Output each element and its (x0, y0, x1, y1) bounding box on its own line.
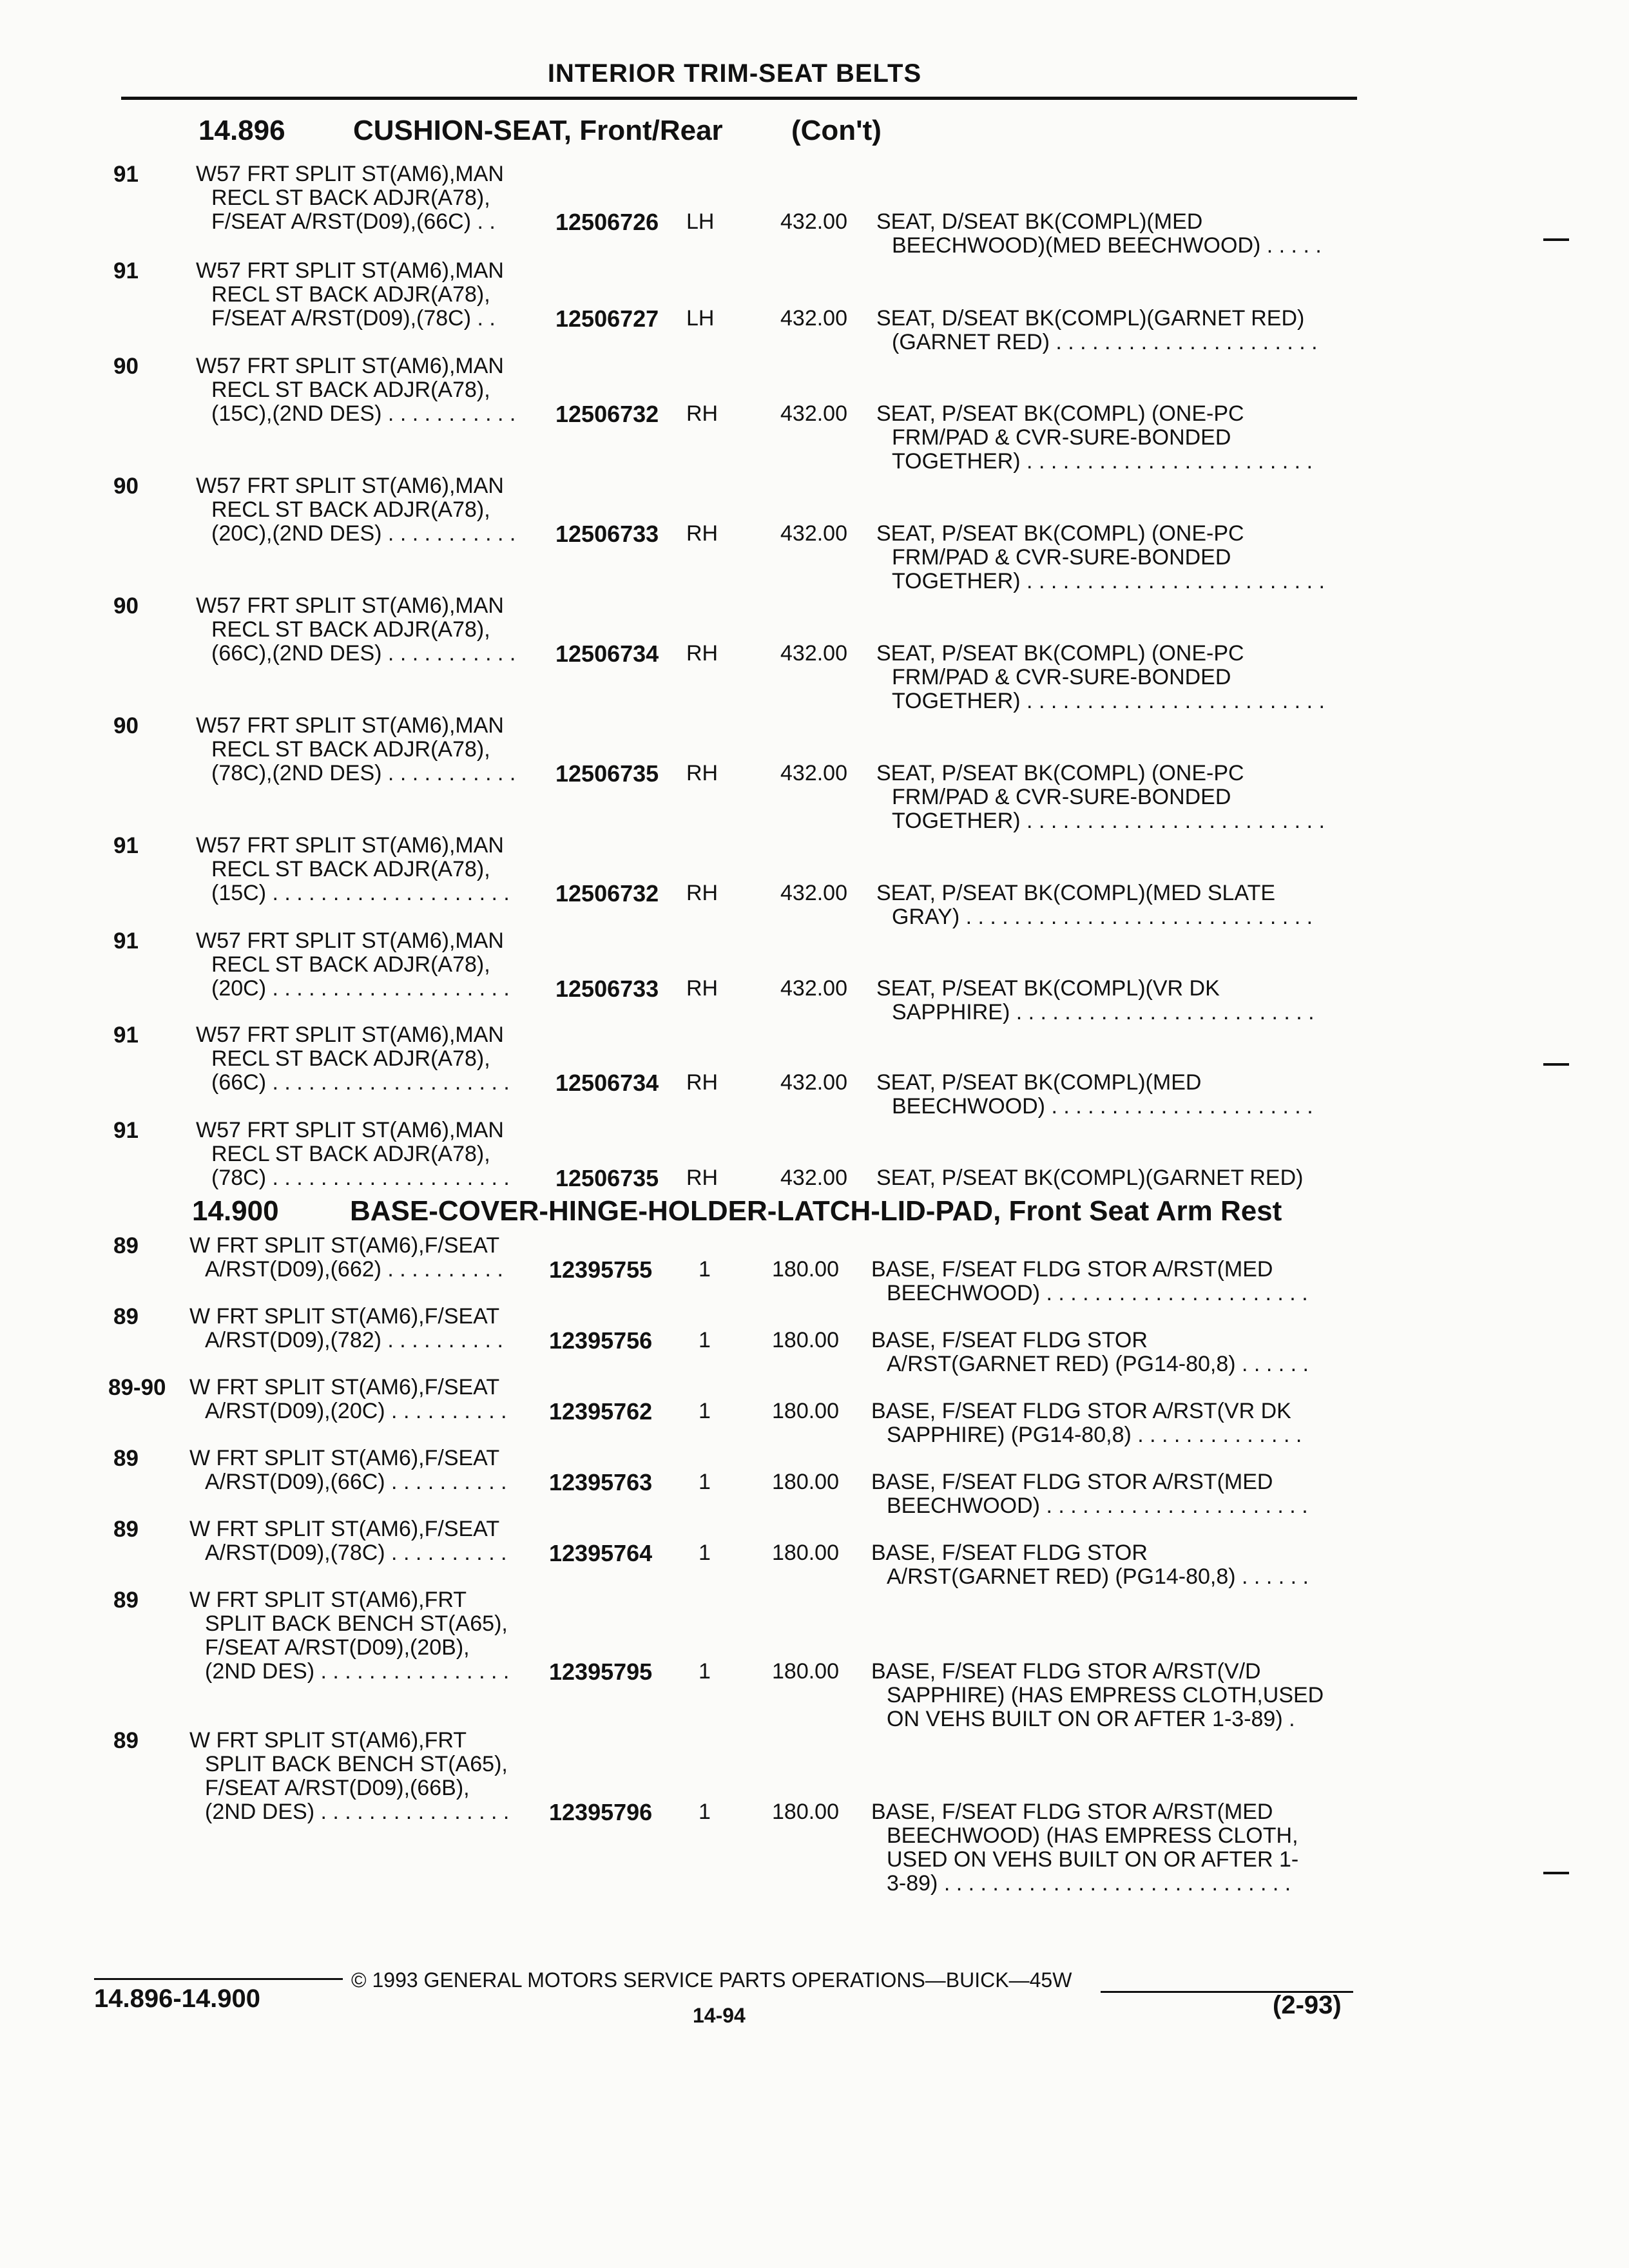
usage-line: W57 FRT SPLIT ST(AM6),MAN (196, 162, 504, 186)
usage-line: (20C),(2ND DES) . . . . . . . . . . . (211, 521, 516, 546)
quantity: 1 (699, 1541, 711, 1565)
usage-line: SPLIT BACK BENCH ST(A65), (205, 1752, 508, 1776)
margin-mark (1543, 1063, 1569, 1066)
usage-line: W57 FRT SPLIT ST(AM6),MAN (196, 593, 504, 618)
description-line: A/RST(GARNET RED) (PG14-80,8) . . . . . . (887, 1352, 1309, 1376)
usage-line: (2ND DES) . . . . . . . . . . . . . . . . (205, 1659, 510, 1684)
usage-line: W57 FRT SPLIT ST(AM6),MAN (196, 1118, 504, 1142)
usage-line: RECL ST BACK ADJR(A78), (211, 857, 490, 881)
figure-number: 89 (113, 1588, 139, 1613)
description-line: SEAT, P/SEAT BK(COMPL) (ONE-PC (876, 521, 1244, 546)
part-number: 12395764 (549, 1540, 653, 1566)
part-description (876, 522, 1325, 593)
section-code: 14.896 (198, 115, 285, 146)
quantity: RH (686, 976, 718, 1001)
figure-number: 91 (113, 833, 139, 858)
usage-line: RECL ST BACK ADJR(A78), (211, 737, 490, 762)
section-title: CUSHION-SEAT, Front/Rear (353, 115, 723, 146)
usage-description (196, 594, 516, 666)
quantity: 1 (699, 1399, 711, 1423)
usage-line: (15C) . . . . . . . . . . . . . . . . . . . . (211, 881, 510, 905)
part-description (876, 1166, 1304, 1190)
usage-line: (66C) . . . . . . . . . . . . . . . . . . . . (211, 1070, 510, 1095)
quantity: 1 (699, 1470, 711, 1494)
figure-number: 90 (113, 713, 139, 738)
price: 432.00 (780, 401, 847, 426)
description-line: FRM/PAD & CVR-SURE-BONDED (892, 665, 1231, 689)
usage-line: W FRT SPLIT ST(AM6),F/SEAT (189, 1446, 500, 1470)
price: 432.00 (780, 761, 847, 785)
usage-line: RECL ST BACK ADJR(A78), (211, 282, 490, 307)
description-line: BEECHWOOD)(MED BEECHWOOD) . . . . . (892, 233, 1322, 258)
usage-line: RECL ST BACK ADJR(A78), (211, 186, 490, 210)
usage-description (196, 259, 504, 331)
usage-line: (66C),(2ND DES) . . . . . . . . . . . (211, 641, 516, 666)
usage-description (189, 1446, 507, 1494)
part-number: 12506726 (555, 209, 659, 235)
usage-description (189, 1234, 503, 1282)
figure-number: 90 (113, 474, 139, 499)
usage-line: W57 FRT SPLIT ST(AM6),MAN (196, 928, 504, 953)
part-number: 12506735 (555, 760, 659, 787)
usage-description (196, 1119, 510, 1190)
description-line: SAPPHIRE) . . . . . . . . . . . . . . . . . . . . . . . . . (892, 1000, 1315, 1024)
part-description (876, 402, 1313, 474)
quantity: 1 (699, 1800, 711, 1824)
section-heading (192, 1195, 1282, 1227)
part-number: 12395756 (549, 1327, 653, 1354)
figure-number: 89 (113, 1233, 139, 1258)
part-number: 12506732 (555, 401, 659, 427)
price: 432.00 (780, 1166, 847, 1190)
usage-description (196, 354, 516, 426)
description-line: USED ON VEHS BUILT ON OR AFTER 1- (887, 1847, 1299, 1872)
description-line: BASE, F/SEAT FLDG STOR (871, 1541, 1148, 1565)
usage-line: W57 FRT SPLIT ST(AM6),MAN (196, 474, 504, 498)
description-line: 3-89) . . . . . . . . . . . . . . . . . . . . . . . . . . . . . (887, 1871, 1291, 1896)
description-line: BASE, F/SEAT FLDG STOR A/RST(MED (871, 1470, 1273, 1494)
figure-number: 91 (113, 1118, 139, 1143)
usage-line: (15C),(2ND DES) . . . . . . . . . . . (211, 401, 516, 426)
part-number: 12506733 (555, 521, 659, 547)
usage-line: F/SEAT A/RST(D09),(66B), (205, 1776, 470, 1800)
description-line: SEAT, D/SEAT BK(COMPL)(GARNET RED) (876, 306, 1305, 331)
usage-line: (78C) . . . . . . . . . . . . . . . . . . . . (211, 1166, 510, 1190)
description-line: SEAT, P/SEAT BK(COMPL) (ONE-PC (876, 401, 1244, 426)
part-number: 12506734 (555, 1070, 659, 1096)
part-number: 12506733 (555, 975, 659, 1002)
description-line: SEAT, P/SEAT BK(COMPL)(MED SLATE (876, 881, 1276, 905)
part-description (871, 1258, 1308, 1305)
description-line: BASE, F/SEAT FLDG STOR A/RST(VR DK (871, 1399, 1291, 1423)
description-line: SEAT, D/SEAT BK(COMPL)(MED (876, 209, 1203, 234)
usage-line: W57 FRT SPLIT ST(AM6),MAN (196, 258, 504, 283)
usage-line: W FRT SPLIT ST(AM6),F/SEAT (189, 1304, 500, 1329)
usage-line: A/RST(D09),(78C) . . . . . . . . . . (205, 1541, 507, 1565)
price: 432.00 (780, 209, 847, 234)
usage-description (189, 1588, 509, 1684)
usage-line: RECL ST BACK ADJR(A78), (211, 1142, 490, 1166)
quantity: 1 (699, 1659, 711, 1684)
description-line: BEECHWOOD) . . . . . . . . . . . . . . . . . . . . . . (887, 1494, 1308, 1518)
usage-description (189, 1729, 509, 1824)
part-description (871, 1399, 1302, 1447)
description-line: SEAT, P/SEAT BK(COMPL)(MED (876, 1070, 1202, 1095)
part-description (876, 307, 1318, 354)
usage-line: W57 FRT SPLIT ST(AM6),MAN (196, 1023, 504, 1047)
figure-number: 89 (113, 1728, 139, 1753)
page-title: INTERIOR TRIM-SEAT BELTS (547, 59, 922, 88)
description-line: BASE, F/SEAT FLDG STOR A/RST(V/D (871, 1659, 1261, 1684)
usage-line: A/RST(D09),(66C) . . . . . . . . . . (205, 1470, 507, 1494)
description-line: SEAT, P/SEAT BK(COMPL) (ONE-PC (876, 761, 1244, 785)
header-rule (121, 97, 1357, 100)
figure-number: 89 (113, 1446, 139, 1471)
price: 180.00 (772, 1541, 839, 1565)
part-description (871, 1329, 1309, 1376)
part-description (876, 881, 1313, 929)
description-line: BEECHWOOD) . . . . . . . . . . . . . . . . . . . . . . (892, 1094, 1313, 1119)
usage-description (196, 474, 516, 546)
quantity: RH (686, 761, 718, 785)
quantity: RH (686, 641, 718, 666)
usage-line: W FRT SPLIT ST(AM6),FRT (189, 1588, 467, 1612)
price: 432.00 (780, 881, 847, 905)
description-line: BEECHWOOD) (HAS EMPRESS CLOTH, (887, 1823, 1298, 1848)
description-line: GRAY) . . . . . . . . . . . . . . . . . . . . . . . . . . . . . (892, 905, 1313, 929)
part-number: 12395796 (549, 1799, 653, 1825)
usage-description (196, 929, 510, 1001)
part-number: 12395795 (549, 1658, 653, 1685)
figure-number: 91 (113, 928, 139, 954)
part-number: 12506732 (555, 880, 659, 907)
figure-number: 91 (113, 1023, 139, 1048)
price: 432.00 (780, 521, 847, 546)
usage-line: RECL ST BACK ADJR(A78), (211, 617, 490, 642)
quantity: LH (686, 209, 715, 234)
price: 180.00 (772, 1328, 839, 1352)
description-line: BEECHWOOD) . . . . . . . . . . . . . . . . . . . . . . (887, 1281, 1308, 1305)
part-number: 12506727 (555, 305, 659, 332)
description-line: TOGETHER) . . . . . . . . . . . . . . . . . . . . . . . . . (892, 809, 1325, 833)
quantity: RH (686, 521, 718, 546)
usage-line: W FRT SPLIT ST(AM6),F/SEAT (189, 1517, 500, 1541)
quantity: 1 (699, 1257, 711, 1282)
usage-line: RECL ST BACK ADJR(A78), (211, 378, 490, 402)
usage-line: (78C),(2ND DES) . . . . . . . . . . . (211, 761, 516, 785)
description-line: BASE, F/SEAT FLDG STOR A/RST(MED (871, 1800, 1273, 1824)
figure-number: 91 (113, 258, 139, 284)
price: 432.00 (780, 641, 847, 666)
usage-line: F/SEAT A/RST(D09),(20B), (205, 1635, 470, 1660)
usage-line: RECL ST BACK ADJR(A78), (211, 497, 490, 522)
usage-line: SPLIT BACK BENCH ST(A65), (205, 1611, 508, 1636)
part-description (876, 642, 1325, 713)
figure-number: 90 (113, 354, 139, 379)
part-number: 12395755 (549, 1256, 653, 1283)
description-line: SEAT, P/SEAT BK(COMPL)(GARNET RED) (876, 1166, 1304, 1190)
part-description (876, 210, 1322, 258)
description-line: SEAT, P/SEAT BK(COMPL) (ONE-PC (876, 641, 1244, 666)
description-line: FRM/PAD & CVR-SURE-BONDED (892, 545, 1231, 570)
price: 432.00 (780, 976, 847, 1001)
margin-mark (1543, 1872, 1569, 1874)
usage-line: W FRT SPLIT ST(AM6),FRT (189, 1728, 467, 1753)
section-title: BASE-COVER-HINGE-HOLDER-LATCH-LID-PAD, Front Seat Arm Rest (350, 1195, 1282, 1227)
part-number: 12506735 (555, 1165, 659, 1191)
part-number: 12395763 (549, 1469, 653, 1495)
price: 180.00 (772, 1800, 839, 1824)
description-line: TOGETHER) . . . . . . . . . . . . . . . . . . . . . . . . . (892, 689, 1325, 713)
usage-line: (2ND DES) . . . . . . . . . . . . . . . . (205, 1800, 510, 1824)
description-line: TOGETHER) . . . . . . . . . . . . . . . . . . . . . . . . (892, 449, 1313, 474)
part-description (871, 1541, 1309, 1589)
usage-description (196, 162, 504, 234)
usage-description (189, 1376, 507, 1423)
quantity: RH (686, 401, 718, 426)
usage-line: A/RST(D09),(662) . . . . . . . . . . (205, 1257, 503, 1282)
usage-line: F/SEAT A/RST(D09),(78C) . . (211, 306, 496, 331)
usage-line: (20C) . . . . . . . . . . . . . . . . . . . . (211, 976, 510, 1001)
usage-line: RECL ST BACK ADJR(A78), (211, 1046, 490, 1071)
footer-rule-left (94, 1978, 343, 1980)
figure-number: 89 (113, 1517, 139, 1542)
part-description (871, 1660, 1324, 1731)
quantity: 1 (699, 1328, 711, 1352)
part-description (871, 1800, 1298, 1896)
price: 432.00 (780, 306, 847, 331)
price: 432.00 (780, 1070, 847, 1095)
description-line: FRM/PAD & CVR-SURE-BONDED (892, 785, 1231, 809)
description-line: BASE, F/SEAT FLDG STOR (871, 1328, 1148, 1352)
part-description (876, 762, 1325, 833)
quantity: RH (686, 1166, 718, 1190)
price: 180.00 (772, 1399, 839, 1423)
description-line: BASE, F/SEAT FLDG STOR A/RST(MED (871, 1257, 1273, 1282)
part-number: 12506734 (555, 640, 659, 667)
usage-description (196, 714, 516, 785)
usage-line: W57 FRT SPLIT ST(AM6),MAN (196, 354, 504, 378)
footer-section-range: 14.896-14.900 (94, 1984, 261, 2013)
margin-mark (1543, 238, 1569, 241)
usage-line: A/RST(D09),(782) . . . . . . . . . . (205, 1328, 503, 1352)
description-line: SEAT, P/SEAT BK(COMPL)(VR DK (876, 976, 1220, 1001)
description-line: A/RST(GARNET RED) (PG14-80,8) . . . . . . (887, 1564, 1309, 1589)
price: 180.00 (772, 1470, 839, 1494)
part-number: 12395762 (549, 1398, 653, 1425)
description-line: TOGETHER) . . . . . . . . . . . . . . . . . . . . . . . . . (892, 569, 1325, 593)
description-line: SAPPHIRE) (HAS EMPRESS CLOTH,USED (887, 1683, 1324, 1707)
section-code: 14.900 (192, 1195, 279, 1227)
usage-line: W57 FRT SPLIT ST(AM6),MAN (196, 833, 504, 858)
section-continued: (Con't) (791, 115, 882, 146)
usage-description (196, 834, 510, 905)
figure-number: 89-90 (108, 1375, 166, 1400)
usage-line: W57 FRT SPLIT ST(AM6),MAN (196, 713, 504, 738)
price: 180.00 (772, 1659, 839, 1684)
footer-page-number: 14-94 (693, 2004, 746, 2027)
usage-line: F/SEAT A/RST(D09),(66C) . . (211, 209, 496, 234)
footer-copyright: © 1993 GENERAL MOTORS SERVICE PARTS OPERATIONS—BUICK—45W (351, 1968, 1072, 1992)
usage-line: RECL ST BACK ADJR(A78), (211, 952, 490, 977)
part-description (871, 1470, 1308, 1518)
footer-date: (2-93) (1273, 1991, 1342, 2019)
usage-line: A/RST(D09),(20C) . . . . . . . . . . (205, 1399, 507, 1423)
section-heading (198, 115, 882, 147)
description-line: (GARNET RED) . . . . . . . . . . . . . . . . . . . . . . (892, 330, 1318, 354)
description-line: SAPPHIRE) (PG14-80,8) . . . . . . . . . . . . . . (887, 1423, 1302, 1447)
usage-description (196, 1023, 510, 1095)
quantity: LH (686, 306, 715, 331)
figure-number: 89 (113, 1304, 139, 1329)
usage-line: W FRT SPLIT ST(AM6),F/SEAT (189, 1233, 500, 1258)
figure-number: 90 (113, 593, 139, 619)
figure-number: 91 (113, 162, 139, 187)
description-line: FRM/PAD & CVR-SURE-BONDED (892, 425, 1231, 450)
price: 180.00 (772, 1257, 839, 1282)
part-description (876, 1071, 1313, 1119)
usage-description (189, 1517, 507, 1565)
quantity: RH (686, 1070, 718, 1095)
part-description (876, 977, 1315, 1024)
description-line: ON VEHS BUILT ON OR AFTER 1-3-89) . (887, 1707, 1295, 1731)
usage-description (189, 1305, 503, 1352)
usage-line: W FRT SPLIT ST(AM6),F/SEAT (189, 1375, 500, 1399)
quantity: RH (686, 881, 718, 905)
